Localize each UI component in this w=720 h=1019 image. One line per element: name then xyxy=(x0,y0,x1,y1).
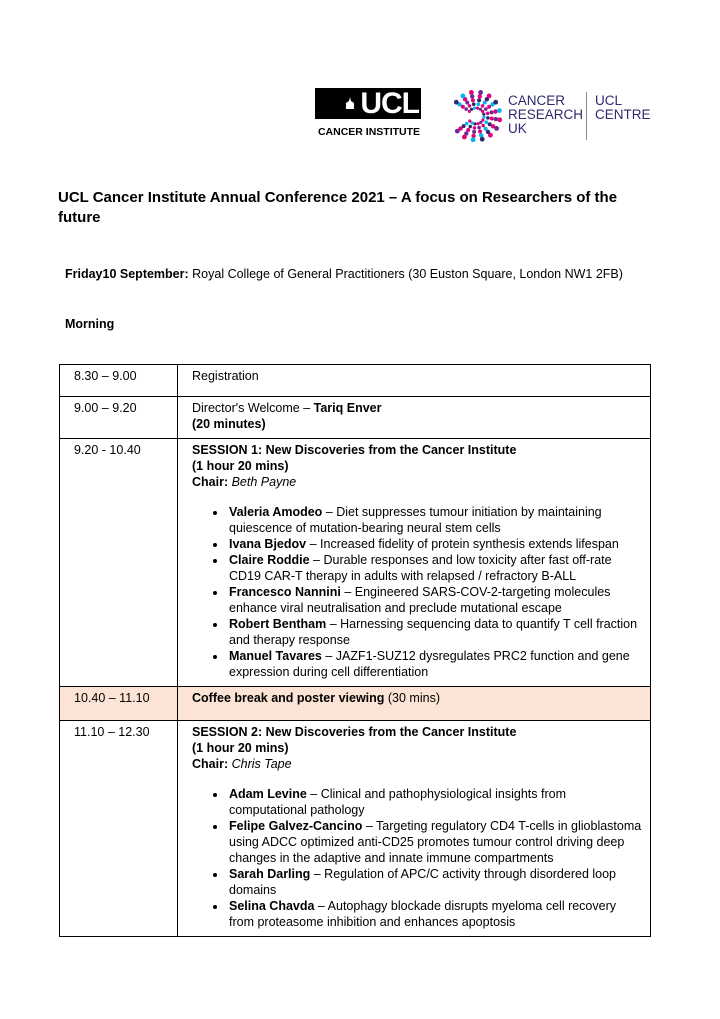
time-cell: 8.30 – 9.00 xyxy=(60,365,178,397)
time-cell: 9.20 - 10.40 xyxy=(60,439,178,687)
list-item: • Adam Levine – Clinical and pathophysiological insights from computational pathology xyxy=(227,786,644,818)
speaker-name: Tariq Enver xyxy=(313,401,382,415)
agenda-table xyxy=(59,364,651,937)
cancer-research-uk-logo xyxy=(446,88,656,144)
time-cell: 10.40 – 11.10 xyxy=(60,687,178,721)
chair-name: Beth Payne xyxy=(231,475,297,489)
table-row xyxy=(60,365,651,397)
list-item: • Selina Chavda – Autophagy blockade disrupts myeloma cell recovery from proteasome inhibition and enhances apoptosis xyxy=(227,898,644,930)
list-item: • Valeria Amodeo – Diet suppresses tumour initiation by maintaining quiescence of mutation-bearing neural stem cells xyxy=(227,504,644,536)
session-title: SESSION 2: New Discoveries from the Cancer Institute xyxy=(192,725,517,739)
list-item: • Francesco Nannini – Engineered SARS-COV-2-targeting molecules enhance viral neutralisation and preclude mutational escape xyxy=(227,584,644,616)
cr-logo-text: CANCER RESEARCH UK xyxy=(508,93,584,136)
list-item: • Sarah Darling – Regulation of APC/C activity through disordered loop domains xyxy=(227,866,644,898)
cancer-research-uk-c-icon xyxy=(446,90,504,142)
duration: (1 hour 20 mins) xyxy=(192,459,289,473)
page-title: UCL Cancer Institute Annual Conference 2021 – A focus on Researchers of the future xyxy=(58,189,618,226)
list-item: • Ivana Bjedov – Increased fidelity of protein synthesis extends lifespan xyxy=(227,536,644,552)
talk-list xyxy=(192,786,644,930)
time-cell: 11.10 – 12.30 xyxy=(60,721,178,937)
list-item: • Felipe Galvez-Cancino – Targeting regulatory CD4 T-cells in glioblastoma using ADCC optimized anti-CD25 promotes tumour control driving deep changes in the adaptive and innate immune compartments xyxy=(227,818,644,866)
description-cell: Director's Welcome – Tariq Enver (20 minutes) xyxy=(178,397,651,439)
table-row xyxy=(60,721,651,937)
time-cell: 9.00 – 9.20 xyxy=(60,397,178,439)
ucl-cancer-institute-logo xyxy=(315,88,423,142)
logo-divider xyxy=(586,92,587,140)
list-item: • Claire Roddie – Durable responses and low toxicity after fast off-rate CD19 CAR-T therapy in adults with relapsed / refractory B-ALL xyxy=(227,552,644,584)
list-item: • Robert Bentham – Harnessing sequencing data to quantify T cell fraction and therapy response xyxy=(227,616,644,648)
ucl-logo-wordmark: UCL xyxy=(315,88,421,119)
duration: (20 minutes) xyxy=(192,417,266,431)
chair-name: Chris Tape xyxy=(231,757,292,771)
ucl-logo-subtitle: CANCER INSTITUTE xyxy=(317,126,421,138)
portico-icon xyxy=(345,97,355,109)
date-label: Friday10 September: xyxy=(65,267,189,281)
ucl-centre-text: UCL CENTRE xyxy=(595,93,651,122)
description-cell: SESSION 2: New Discoveries from the Cancer Institute (1 hour 20 mins) Chair: Chris Tape • Adam Levine – Clinical and pathophysiological insights from computational pathology • Felipe Galvez-Cancino – Targeting regulatory CD4 T-cells in glioblastoma using ADCC optimized anti-CD25 promotes tumour control driving deep changes in the adaptive and innate immune compartments • Sarah Darling – Regulation of APC/C activity through disordered loop domains • Selina Chavda – Autophagy blockade disrupts myeloma cell recovery from proteasome inhibition and enhances apoptosis xyxy=(178,721,651,937)
description-cell: Coffee break and poster viewing (30 mins) xyxy=(178,687,651,721)
table-row xyxy=(60,397,651,439)
section-label-morning: Morning xyxy=(65,317,115,331)
talk-list xyxy=(192,504,644,680)
list-item: • Manuel Tavares – JAZF1-SUZ12 dysregulates PRC2 function and gene expression during cell differentiation xyxy=(227,648,644,680)
session-title: SESSION 1: New Discoveries from the Cancer Institute xyxy=(192,443,517,457)
table-row xyxy=(60,439,651,687)
venue-text: Royal College of General Practitioners (30 Euston Square, London NW1 2FB) xyxy=(188,267,623,281)
table-row xyxy=(60,687,651,721)
event-date-location xyxy=(65,266,665,282)
duration: (1 hour 20 mins) xyxy=(192,741,289,755)
description-cell: Registration xyxy=(178,365,651,397)
description-cell: SESSION 1: New Discoveries from the Cancer Institute (1 hour 20 mins) Chair: Beth Payne • Valeria Amodeo – Diet suppresses tumour initiation by maintaining quiescence of mutation-bearing neural stem cells • Ivana Bjedov – Increased fidelity of protein synthesis extends lifespan • Claire Roddie – Durable responses and low toxicity after fast off-rate CD19 CAR-T therapy in adults with relapsed / refractory B-ALL • Francesco Nannini – Engineered SARS-COV-2-targeting molecules enhance viral neutralisation and preclude mutational escape • Robert Bentham – Harnessing sequencing data to quantify T cell fraction and therapy response • Manuel Tavares – JAZF1-SUZ12 dysregulates PRC2 function and gene expression during cell differentiation xyxy=(178,439,651,687)
